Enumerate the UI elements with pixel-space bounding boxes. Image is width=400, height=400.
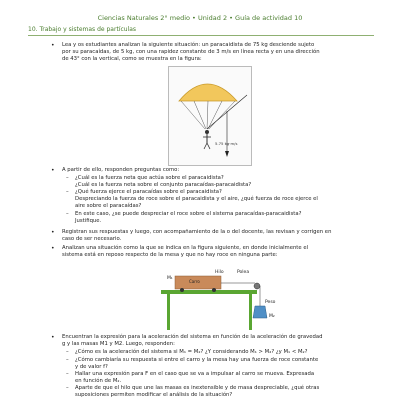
text-line: sistema está en reposo respecto de la mesa y que no hay roce en ninguna parte: xyxy=(62,252,278,259)
section-title: 10. Trabajo y sistemas de partículas xyxy=(28,26,137,33)
text-line: Lea y os estudiantes analizan la siguiente situación: un paracaidista de 75 kg desciende sujeto xyxy=(62,42,315,48)
sub-item xyxy=(66,385,371,399)
bullet-item xyxy=(51,334,372,348)
mass-2-label: M₂ xyxy=(269,314,275,319)
sub-item xyxy=(66,211,371,225)
text-line: Registran sus respuestas y luego, con acompañamiento de la o del docente, las revisan y corrigen en xyxy=(62,229,332,235)
mass-1-label: M₁ xyxy=(167,276,173,281)
text-line: ¿Cuál es la fuerza neta sobre el conjunto paracaídas-paracaidista? xyxy=(75,182,252,189)
bullet-item xyxy=(51,167,372,174)
text-line: ¿Cómo cambiaría su respuesta si entre el carro y la mesa hay una fuerza de roce constante xyxy=(75,357,319,363)
text-line: Despreciando la fuerza de roce sobre el paracaidista y el aire, ¿qué fuerza de roce ejerce el xyxy=(75,196,318,203)
text-line: Justifique. xyxy=(75,218,102,225)
bullet-icon: • xyxy=(51,245,55,252)
sub-item xyxy=(66,175,371,189)
cart-pulley-figure xyxy=(155,264,295,330)
dash-icon: – xyxy=(66,189,69,195)
bullet-item xyxy=(51,42,372,64)
text-line: de 43° con la vertical, como se muestra en la figura: xyxy=(62,56,202,63)
cart-label: Carro xyxy=(189,279,200,284)
text-line: y de valor f? xyxy=(75,364,108,371)
dash-icon: – xyxy=(66,349,69,355)
dash-icon: – xyxy=(66,175,69,181)
text-line: g y las masas M1 y M2. Luego, responden: xyxy=(62,341,175,348)
text-line: en función de M₂. xyxy=(75,378,122,385)
sub-item xyxy=(66,349,371,356)
sub-item xyxy=(66,189,371,211)
weight-label: Peso xyxy=(265,300,276,305)
sub-item xyxy=(66,357,371,371)
sub-item xyxy=(66,371,371,385)
page-header: Ciencias Naturales 2° medio • Unidad 2 • Guía de actividad 10 xyxy=(97,14,303,22)
text-line: suposiciones permiten modificar el análisis de la situación? xyxy=(75,392,233,399)
text-line: Encuentran la expresión para la aceleración del sistema en función de la aceleración de gravedad xyxy=(62,334,323,340)
dash-icon: – xyxy=(66,385,69,391)
cart-pulley-diagram xyxy=(155,264,295,330)
string-label: Hilo xyxy=(215,270,224,275)
dash-icon: – xyxy=(66,211,69,217)
dash-icon: – xyxy=(66,357,69,363)
text-line: caso de ser necesario. xyxy=(62,236,122,243)
bullet-item xyxy=(51,245,372,259)
text-line: A partir de ello, responden preguntas como: xyxy=(62,167,180,173)
divider xyxy=(28,35,374,36)
text-line: ¿Cómo es la aceleración del sistema si M₁ = M₂? ¿Y considerando M₁ > M₂? ¿y M₁ < M₂? xyxy=(75,349,308,355)
text-line: En este caso, ¿se puede despreciar el roce sobre el sistema paracaídas-paracaidista? xyxy=(75,211,302,217)
figure-label: 5.75 kg·m/s xyxy=(215,141,238,146)
pulley-label: Polea xyxy=(237,270,250,275)
text-line: Aparte de que el hilo que une las masas es inextensible y de masa despreciable, ¿qué otras xyxy=(75,385,320,391)
dash-icon: – xyxy=(66,371,69,377)
text-line: ¿Cuál es la fuerza neta que actúa sobre el paracaidista? xyxy=(75,175,224,181)
bullet-item xyxy=(51,229,372,243)
bullet-icon: • xyxy=(51,334,55,341)
text-line: Hallar una expresión para F en el caso que se va a impulsar al carro se mueva. Expresada xyxy=(75,371,315,377)
text-line: ¿Qué fuerza ejerce el paracaídas sobre el paracaidista? xyxy=(75,189,222,195)
text-line: aire sobre el paracaídas? xyxy=(75,203,142,210)
bullet-icon: • xyxy=(51,167,55,174)
text-line: Analizan una situación como la que se indica en la figura siguiente, en donde inicialmente el xyxy=(62,245,309,251)
bullet-icon: • xyxy=(51,42,55,49)
parachute-figure xyxy=(168,66,252,166)
text-line: por su paracaídas, de 5 kg, con una rapidez constante de 3 m/s en línea recta y en una dirección xyxy=(62,49,320,56)
bullet-icon: • xyxy=(51,229,55,236)
parachute-diagram xyxy=(169,67,251,165)
